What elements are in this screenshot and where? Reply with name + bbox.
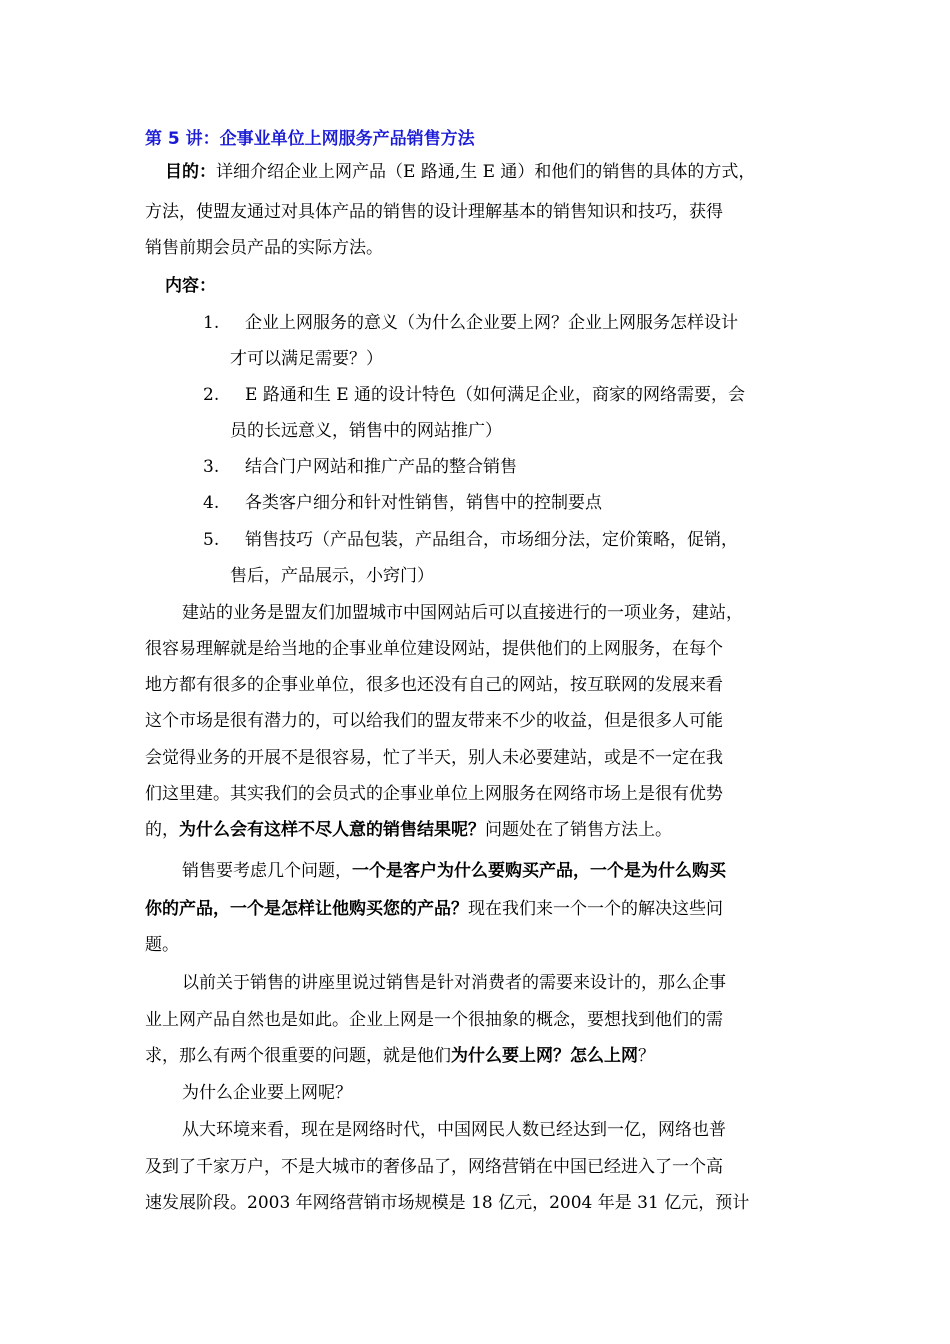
text-run: 现在我们来一个一个的解决这些问	[468, 899, 723, 919]
purpose-line-2: 方法，使盟友通过对具体产品的销售的设计理解基本的销售知识和技巧，获得	[145, 202, 723, 222]
list-item-number: 2.	[203, 385, 220, 405]
text-run: 的，	[145, 820, 179, 840]
bold-question: 为什么会有这样不尽人意的销售结果呢？	[179, 820, 485, 840]
purpose-line-1	[165, 160, 755, 184]
list-item-text: 销售技巧（产品包装，产品组合，市场细分法，定价策略，促销，	[245, 530, 738, 550]
list-item-text: E 路通和生 E 通的设计特色（如何满足企业，商家的网络需要，会	[245, 385, 746, 405]
paragraph-2-line: 题。	[145, 935, 179, 955]
text-run: 问题处在了销售方法上。	[485, 820, 672, 840]
text-run: ？	[638, 1046, 655, 1066]
text-run: 求，那么有两个很重要的问题，就是他们	[145, 1046, 451, 1066]
lecture-title: 第 5 讲：企事业单位上网服务产品销售方法	[145, 129, 475, 149]
list-item-text: 各类客户细分和针对性销售，销售中的控制要点	[245, 493, 602, 513]
list-item-text-cont: 才可以满足需要？）	[230, 349, 383, 369]
purpose-label: 目的：	[165, 162, 216, 182]
content-label: 内容：	[165, 276, 216, 296]
text-run: 销售要考虑几个问题，	[182, 861, 352, 881]
list-item-number: 5.	[203, 530, 220, 550]
paragraph-1-line: 很容易理解就是给当地的企事业单位建设网站，提供他们的上网服务，在每个	[145, 639, 723, 659]
bold-text: 为什么要上网？怎么上网	[451, 1046, 638, 1066]
paragraph-5-line: 从大环境来看，现在是网络时代，中国网民人数已经达到一亿，网络也普	[182, 1120, 726, 1140]
paragraph-1-line: 会觉得业务的开展不是很容易，忙了半天，别人未必要建站，或是不一定在我	[145, 748, 723, 768]
list-item-text: 企业上网服务的意义（为什么企业要上网？企业上网服务怎样设计	[245, 313, 738, 333]
paragraph-2-line	[182, 859, 726, 883]
paragraph-5-line: 速发展阶段。2003 年网络营销市场规模是 18 亿元，2004 年是 31 亿元，预计	[145, 1193, 750, 1213]
paragraph-2-line	[145, 897, 723, 921]
list-item-number: 4.	[203, 493, 220, 513]
list-item-number: 1.	[203, 313, 220, 333]
paragraph-1-line: 这个市场是很有潜力的，可以给我们的盟友带来不少的收益，但是很多人可能	[145, 711, 723, 731]
paragraph-1-line: 们这里建。其实我们的会员式的企事业单位上网服务在网络市场上是很有优势	[145, 784, 723, 804]
purpose-text-1: 详细介绍企业上网产品（E 路通,生 E 通）和他们的销售的具体的方式，	[216, 162, 756, 182]
paragraph-1-line: 建站的业务是盟友们加盟城市中国网站后可以直接进行的一项业务，建站，	[182, 603, 743, 623]
paragraph-3-line	[145, 1044, 655, 1068]
bold-text: 你的产品，一个是怎样让他购买您的产品？	[145, 899, 468, 919]
purpose-line-3: 销售前期会员产品的实际方法。	[145, 238, 383, 258]
paragraph-1-line: 地方都有很多的企事业单位，很多也还没有自己的网站，按互联网的发展来看	[145, 675, 723, 695]
paragraph-5-line: 及到了千家万户，不是大城市的奢侈品了，网络营销在中国已经进入了一个高	[145, 1157, 723, 1177]
paragraph-3-line: 业上网产品自然也是如此。企业上网是一个很抽象的概念，要想找到他们的需	[145, 1010, 723, 1030]
list-item-text-cont: 员的长远意义，销售中的网站推广）	[230, 421, 502, 441]
paragraph-3-line: 以前关于销售的讲座里说过销售是针对消费者的需要来设计的，那么企事	[182, 973, 726, 993]
list-item-number: 3.	[203, 457, 220, 477]
paragraph-1-line	[145, 818, 672, 842]
list-item-text: 结合门户网站和推广产品的整合销售	[245, 457, 517, 477]
paragraph-4-line: 为什么企业要上网呢？	[182, 1083, 352, 1103]
bold-text: 一个是客户为什么要购买产品，一个是为什么购买	[352, 861, 726, 881]
list-item-text-cont: 售后，产品展示，小窍门）	[230, 566, 434, 586]
